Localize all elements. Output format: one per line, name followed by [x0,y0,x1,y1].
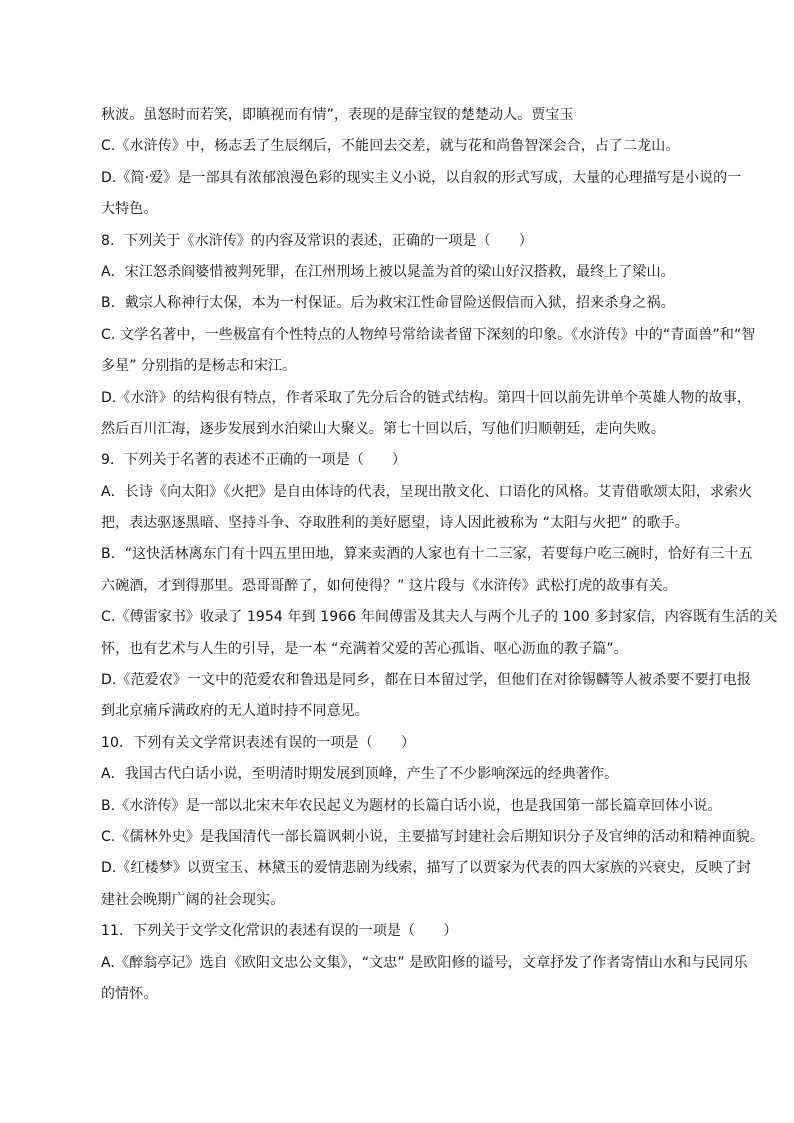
option-a: A．我国古代白话小说，至明清时期发展到顶峰，产生了不少影响深远的经典著作。 [101,766,619,783]
question-11 [101,916,748,1010]
text-line: 大特色。 [101,201,158,218]
text-line: 把，表达驱逐黑暗、坚持斗争、夺取胜利的美好愿望，诗人因此被称为 “太阳与火把” 的歌手。 [101,515,689,532]
option-d: D.《红楼梦》以贾宝玉、林黛玉的爱情悲剧为线索，描写了以贾家为代表的四大家族的兴衰史，反映了封 [101,860,751,877]
text-line: 建社会晚期广阔的社会现实。 [101,891,285,908]
option-b: B．“这快活林离东门有十四五里田地，算来卖酒的人家也有十二三家，若要每户吃三碗时，恰好有三十五 [101,546,753,563]
option-c: C.《水浒传》中，杨志丢了生辰纲后，不能回去交差，就与花和尚鲁智深会合，占了二龙山。 [101,138,680,155]
option-a: A．长诗《向太阳》《火把》是自由体诗的代表，呈现出散文化、口语化的风格。艾青借歌颂太阳，求索火 [101,483,753,500]
option-c: C. 文学名著中，一些极富有个性特点的人物绰号常给读者留下深刻的印象。《水浒传》中的“青面兽”和“智 [101,326,756,343]
question-8 [101,226,756,446]
option-d: D.《简·爱》是一部具有浓郁浪漫色彩的现实主义小说，以自叙的形式写成，大量的心理描写是小说的一 [101,169,742,186]
question-7-continuation [101,100,742,226]
option-b: B.《水浒传》是一部以北宋末年农民起义为题材的长篇白话小说，也是我国第一部长篇章回体小说。 [101,797,722,814]
option-b: B．戴宗人称神行太保，本为一村保证。后为救宋江性命冒险送假信而入狱，招来杀身之祸。 [101,295,675,312]
text-line: 秋波。虽怒时而若笑，即瞋视而有情”，表现的是薛宝钗的楚楚动人。贾宝玉 [101,107,574,123]
text-line: 到北京痛斥满政府的无人道时持不同意见。 [101,703,369,720]
question-stem: 11．下列关于文学文化常识的表述有误的一项是（ ） [101,923,458,940]
text-line: 多星” 分别指的是杨志和宋江。 [101,358,297,375]
question-stem: 10．下列有关文学常识表述有误的一项是（ ） [101,734,416,751]
text-line: 的情怀。 [101,985,158,1002]
option-c: C.《傅雷家书》收录了 1954 年到 1966 年间傅雷及其夫人与两个儿子的 100 多封家信，内容既有生活的关 [101,609,778,626]
question-stem: 9．下列关于名著的表述不正确的一项是（ ） [101,452,407,469]
question-10 [101,728,765,916]
text-line: 怀，也有艺术与人生的引导，是一本 “充满着父爱的苦心孤诣、呕心沥血的教子篇”。 [101,640,628,657]
option-c: C.《儒林外史》是我国清代一部长篇讽刺小说，主要描写封建社会后期知识分子及官绅的活动和精神面貌。 [101,828,765,845]
option-d: D.《水浒》的结构很有特点，作者采取了先分后合的链式结构。第四十回以前先讲单个英雄人物的故事， [101,389,751,406]
option-a: A.《醉翁亭记》选自《欧阳文忠公文集》，“文忠” 是欧阳修的谥号，文章抒发了作者寄情山水和与民同乐 [101,954,748,971]
question-9 [101,445,778,728]
text-line: 六碗酒，才到得那里。恐哥哥醉了，如何使得？” 这片段与《水浒传》武松打虎的故事有关。 [101,577,677,594]
option-d: D.《范爱农》一文中的范爱农和鲁迅是同乡，都在日本留过学，但他们在对徐锡麟等人被杀要不要打电报 [101,672,751,689]
text-line: 然后百川汇海，逐步发展到水泊梁山大聚义。第七十回以后，写他们归顺朝廷，走向失败。 [101,420,665,437]
option-a: A．宋江怒杀阎婆惜被判死罪，在江州刑场上被以晁盖为首的梁山好汉搭救，最终上了梁山。 [101,263,675,280]
question-stem: 8．下列关于《水浒传》的内容及常识的表述，正确的一项是（ ） [101,232,534,249]
